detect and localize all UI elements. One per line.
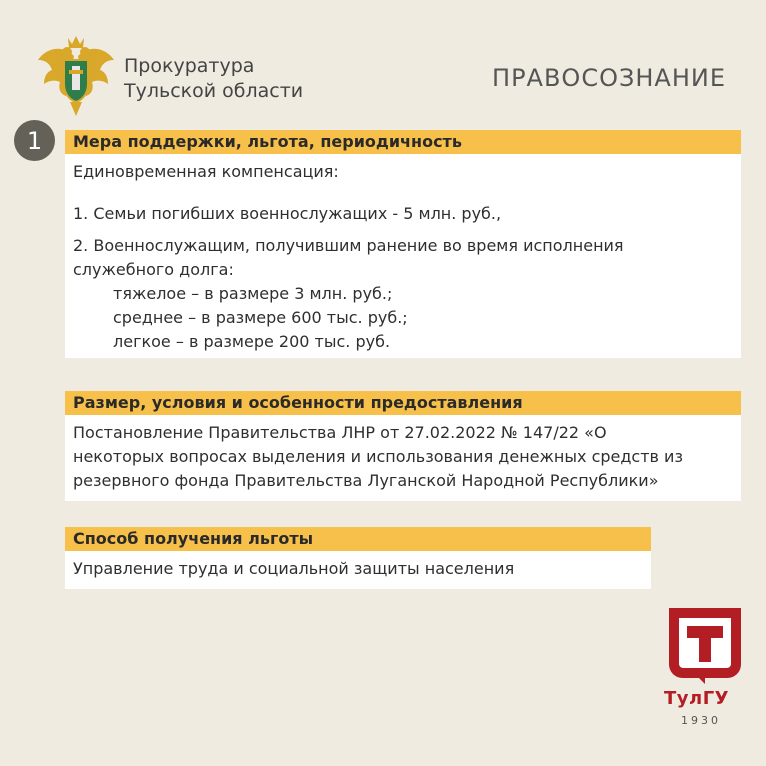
section-header: Размер, условия и особенности предоставления [65, 391, 741, 415]
text-line: Управление труда и социальной защиты населения [73, 559, 515, 578]
page-title: ПРАВОСОЗНАНИЕ [492, 64, 726, 92]
organization-line-1: Прокуратура [124, 55, 255, 77]
double-headed-eagle-emblem-icon [36, 34, 116, 118]
tulgu-logo-icon [665, 604, 745, 684]
section-number-badge: 1 [14, 120, 55, 161]
list-item: 2. Военнослужащим, получившим ранение во время исполнения [73, 236, 624, 255]
section-body [65, 551, 651, 589]
text-line: резервного фонда Правительства Луганской Народной Республики» [73, 471, 659, 490]
conditions-section [65, 391, 741, 501]
list-item-continuation: служебного долга: [73, 260, 234, 279]
text-line: Постановление Правительства ЛНР от 27.02.2022 № 147/22 «О [73, 423, 607, 442]
support-measure-section [65, 130, 741, 358]
organization-name [124, 54, 303, 104]
text-line: некоторых вопросах выделения и использования денежных средств из [73, 447, 683, 466]
sub-item-light: легкое – в размере 200 тыс. руб. [113, 332, 391, 351]
section-header: Мера поддержки, льгота, периодичность [65, 130, 741, 154]
organization-line-2: Тульской области [124, 80, 304, 102]
tulgu-logo-year: 1930 [681, 714, 721, 727]
sub-item-severe: тяжелое – в размере 3 млн. руб.; [113, 284, 393, 303]
intro-text: Единовременная компенсация: [73, 162, 339, 181]
section-body [65, 415, 741, 501]
header [0, 0, 766, 120]
obtaining-method-section [65, 527, 651, 589]
section-body [65, 154, 741, 358]
list-item: 1. Семьи погибших военнослужащих - 5 млн. руб., [73, 204, 502, 223]
section-header: Способ получения льготы [65, 527, 651, 551]
tulgu-logo-name: ТулГУ [664, 688, 730, 709]
sub-item-medium: среднее – в размере 600 тыс. руб.; [113, 308, 408, 327]
